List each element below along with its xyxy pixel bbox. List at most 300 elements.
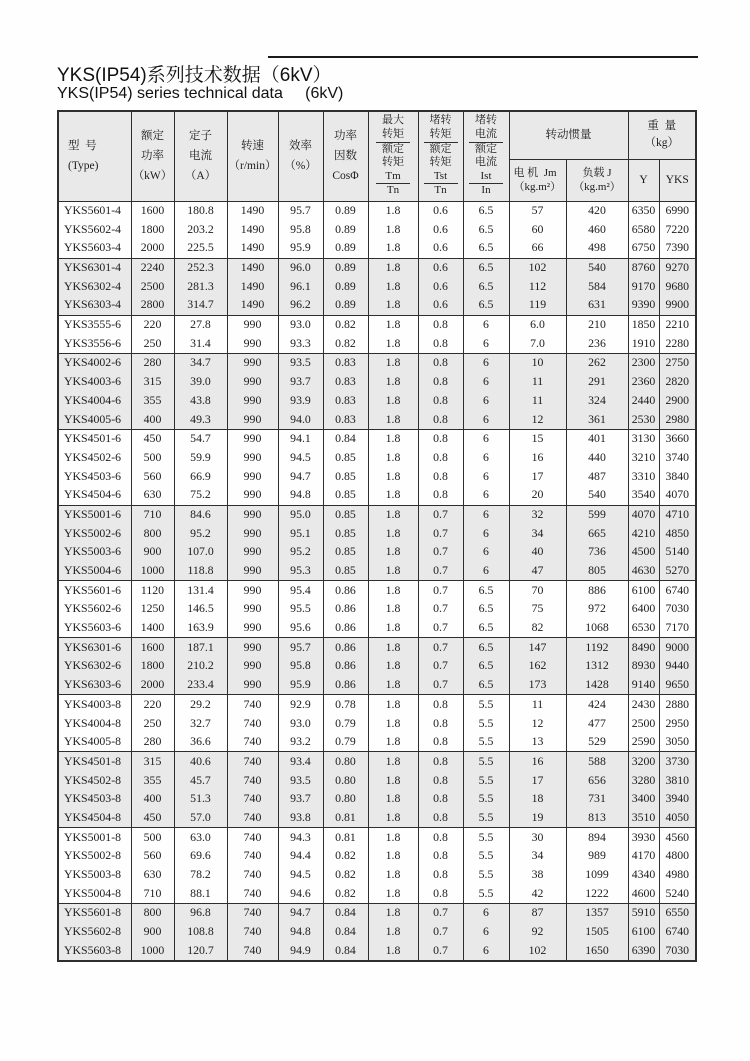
value-cell: 18	[509, 790, 566, 809]
value-cell: 2800	[131, 296, 174, 315]
value-cell: 6400	[628, 600, 659, 619]
value-cell: 5.5	[463, 771, 509, 790]
value-cell: 6	[463, 505, 509, 524]
model-cell: YKS5603-6	[58, 619, 131, 638]
value-cell: 588	[566, 752, 628, 771]
value-cell: 6	[463, 429, 509, 448]
value-cell: 424	[566, 695, 628, 714]
model-cell: YKS5603-4	[58, 239, 131, 258]
value-cell: 147	[509, 638, 566, 657]
value-cell: 95.9	[278, 239, 323, 258]
header-locked-rotor-current-ratio: 堵转 电流 额定 电流 Ist In	[463, 111, 509, 201]
value-cell: 9650	[659, 676, 696, 695]
value-cell: 11	[509, 695, 566, 714]
model-cell: YKS4504-6	[58, 486, 131, 505]
value-cell: 75.2	[174, 486, 227, 505]
table-row	[58, 695, 696, 714]
value-cell: 0.85	[323, 448, 368, 467]
model-cell: YKS6303-4	[58, 296, 131, 315]
value-cell: 0.84	[323, 429, 368, 448]
value-cell: 1.8	[368, 695, 418, 714]
table-row	[58, 296, 696, 315]
value-cell: 17	[509, 467, 566, 486]
value-cell: 0.7	[418, 619, 463, 638]
table-row	[58, 258, 696, 277]
value-cell: 2210	[659, 315, 696, 334]
value-cell: 355	[131, 771, 174, 790]
value-cell: 630	[131, 486, 174, 505]
value-cell: 2500	[131, 277, 174, 296]
value-cell: 500	[131, 448, 174, 467]
value-cell: 252.3	[174, 258, 227, 277]
value-cell: 2950	[659, 714, 696, 733]
value-cell: 93.2	[278, 733, 323, 752]
value-cell: 2500	[628, 714, 659, 733]
value-cell: 1.8	[368, 505, 418, 524]
table-row	[58, 505, 696, 524]
value-cell: 29.2	[174, 695, 227, 714]
model-cell: YKS5001-6	[58, 505, 131, 524]
value-cell: 173	[509, 676, 566, 695]
value-cell: 740	[227, 733, 278, 752]
value-cell: 146.5	[174, 600, 227, 619]
value-cell: 990	[227, 619, 278, 638]
header-inertia-group: 转动惯量	[509, 111, 628, 159]
value-cell: 6990	[659, 201, 696, 220]
value-cell: 233.4	[174, 676, 227, 695]
value-cell: 0.89	[323, 201, 368, 220]
model-cell: YKS5602-4	[58, 220, 131, 239]
value-cell: 990	[227, 486, 278, 505]
value-cell: 740	[227, 752, 278, 771]
value-cell: 112	[509, 277, 566, 296]
value-cell: 54.7	[174, 429, 227, 448]
model-cell: YKS4004-6	[58, 391, 131, 410]
value-cell: 75	[509, 600, 566, 619]
value-cell: 1400	[131, 619, 174, 638]
value-cell: 0.8	[418, 410, 463, 429]
model-cell: YKS5002-8	[58, 847, 131, 866]
value-cell: 32.7	[174, 714, 227, 733]
value-cell: 66.9	[174, 467, 227, 486]
value-cell: 990	[227, 505, 278, 524]
value-cell: 131.4	[174, 581, 227, 600]
value-cell: 20	[509, 486, 566, 505]
value-cell: 4340	[628, 866, 659, 885]
value-cell: 805	[566, 562, 628, 581]
table-row	[58, 809, 696, 828]
value-cell: 43.8	[174, 391, 227, 410]
value-cell: 540	[566, 486, 628, 505]
value-cell: 3540	[628, 486, 659, 505]
value-cell: 7.0	[509, 334, 566, 353]
value-cell: 6.5	[463, 676, 509, 695]
value-cell: 0.86	[323, 581, 368, 600]
value-cell: 96.0	[278, 258, 323, 277]
value-cell: 0.85	[323, 524, 368, 543]
table-row	[58, 600, 696, 619]
value-cell: 93.4	[278, 752, 323, 771]
table-row	[58, 354, 696, 373]
value-cell: 0.8	[418, 790, 463, 809]
header-rated-power: 额定 功率 （kW）	[131, 111, 174, 201]
value-cell: 6.5	[463, 239, 509, 258]
table-row	[58, 562, 696, 581]
value-cell: 990	[227, 581, 278, 600]
value-cell: 0.84	[323, 903, 368, 922]
value-cell: 886	[566, 581, 628, 600]
value-cell: 1312	[566, 657, 628, 676]
value-cell: 990	[227, 524, 278, 543]
table-row	[58, 448, 696, 467]
value-cell: 0.82	[323, 847, 368, 866]
value-cell: 0.8	[418, 771, 463, 790]
value-cell: 6	[463, 373, 509, 392]
value-cell: 0.81	[323, 828, 368, 847]
value-cell: 0.86	[323, 619, 368, 638]
value-cell: 5910	[628, 903, 659, 922]
value-cell: 39.0	[174, 373, 227, 392]
value-cell: 6	[463, 467, 509, 486]
value-cell: 60	[509, 220, 566, 239]
value-cell: 0.89	[323, 220, 368, 239]
value-cell: 0.82	[323, 884, 368, 903]
value-cell: 93.7	[278, 373, 323, 392]
table-row	[58, 941, 696, 961]
value-cell: 94.1	[278, 429, 323, 448]
value-cell: 1.8	[368, 581, 418, 600]
value-cell: 731	[566, 790, 628, 809]
value-cell: 0.7	[418, 923, 463, 942]
value-cell: 102	[509, 941, 566, 961]
value-cell: 1490	[227, 220, 278, 239]
value-cell: 990	[227, 429, 278, 448]
technical-data-table	[57, 110, 697, 962]
value-cell: 990	[227, 354, 278, 373]
value-cell: 0.7	[418, 638, 463, 657]
table-row	[58, 239, 696, 258]
page-title-english: YKS(IP54) series technical data (6kV)	[57, 85, 344, 102]
page-title-chinese: YKS(IP54)系列技术数据（6kV）	[57, 65, 332, 86]
value-cell: 6.5	[463, 258, 509, 277]
value-cell: 0.8	[418, 828, 463, 847]
value-cell: 69.6	[174, 847, 227, 866]
value-cell: 0.84	[323, 923, 368, 942]
value-cell: 0.6	[418, 201, 463, 220]
value-cell: 95.0	[278, 505, 323, 524]
value-cell: 990	[227, 676, 278, 695]
value-cell: 4070	[659, 486, 696, 505]
value-cell: 93.7	[278, 790, 323, 809]
value-cell: 0.80	[323, 752, 368, 771]
value-cell: 78.2	[174, 866, 227, 885]
value-cell: 250	[131, 334, 174, 353]
value-cell: 6.5	[463, 277, 509, 296]
value-cell: 6	[463, 410, 509, 429]
value-cell: 225.5	[174, 239, 227, 258]
value-cell: 6100	[628, 923, 659, 942]
value-cell: 0.7	[418, 562, 463, 581]
value-cell: 9140	[628, 676, 659, 695]
header-load-inertia: 负载 J （kg.m²）	[566, 159, 628, 201]
header-weight-y: Y	[628, 159, 659, 201]
value-cell: 1.8	[368, 467, 418, 486]
value-cell: 180.8	[174, 201, 227, 220]
value-cell: 12	[509, 714, 566, 733]
value-cell: 6	[463, 354, 509, 373]
value-cell: 1.8	[368, 809, 418, 828]
model-cell: YKS5603-8	[58, 941, 131, 961]
value-cell: 0.80	[323, 771, 368, 790]
model-cell: YKS5602-8	[58, 923, 131, 942]
value-cell: 3400	[628, 790, 659, 809]
value-cell: 740	[227, 809, 278, 828]
value-cell: 88.1	[174, 884, 227, 903]
value-cell: 2980	[659, 410, 696, 429]
value-cell: 19	[509, 809, 566, 828]
value-cell: 1.8	[368, 239, 418, 258]
value-cell: 990	[227, 410, 278, 429]
value-cell: 710	[131, 505, 174, 524]
value-cell: 4210	[628, 524, 659, 543]
table-row	[58, 220, 696, 239]
value-cell: 3930	[628, 828, 659, 847]
value-cell: 900	[131, 543, 174, 562]
value-cell: 220	[131, 315, 174, 334]
value-cell: 6.5	[463, 619, 509, 638]
row-group	[58, 752, 696, 828]
value-cell: 477	[566, 714, 628, 733]
value-cell: 710	[131, 884, 174, 903]
table-row	[58, 581, 696, 600]
value-cell: 450	[131, 429, 174, 448]
value-cell: 42	[509, 884, 566, 903]
value-cell: 7390	[659, 239, 696, 258]
value-cell: 2900	[659, 391, 696, 410]
table-row	[58, 828, 696, 847]
value-cell: 1490	[227, 296, 278, 315]
value-cell: 1.8	[368, 354, 418, 373]
value-cell: 0.8	[418, 733, 463, 752]
value-cell: 813	[566, 809, 628, 828]
value-cell: 11	[509, 373, 566, 392]
value-cell: 0.8	[418, 884, 463, 903]
value-cell: 1.8	[368, 277, 418, 296]
value-cell: 16	[509, 752, 566, 771]
value-cell: 70	[509, 581, 566, 600]
value-cell: 1068	[566, 619, 628, 638]
table-row	[58, 657, 696, 676]
value-cell: 0.8	[418, 448, 463, 467]
value-cell: 0.86	[323, 600, 368, 619]
value-cell: 0.89	[323, 296, 368, 315]
value-cell: 0.83	[323, 410, 368, 429]
value-cell: 0.83	[323, 391, 368, 410]
value-cell: 0.85	[323, 467, 368, 486]
value-cell: 95.9	[278, 676, 323, 695]
row-group	[58, 695, 696, 752]
value-cell: 95.6	[278, 619, 323, 638]
model-cell: YKS4005-8	[58, 733, 131, 752]
value-cell: 315	[131, 373, 174, 392]
value-cell: 0.6	[418, 277, 463, 296]
value-cell: 4170	[628, 847, 659, 866]
value-cell: 120.7	[174, 941, 227, 961]
value-cell: 8930	[628, 657, 659, 676]
value-cell: 0.85	[323, 562, 368, 581]
value-cell: 9440	[659, 657, 696, 676]
row-group	[58, 581, 696, 638]
value-cell: 95.3	[278, 562, 323, 581]
value-cell: 6.5	[463, 657, 509, 676]
value-cell: 3200	[628, 752, 659, 771]
value-cell: 17	[509, 771, 566, 790]
value-cell: 1.8	[368, 714, 418, 733]
row-group	[58, 354, 696, 430]
value-cell: 262	[566, 354, 628, 373]
value-cell: 210	[566, 315, 628, 334]
value-cell: 0.82	[323, 334, 368, 353]
value-cell: 740	[227, 923, 278, 942]
value-cell: 1.8	[368, 619, 418, 638]
row-group	[58, 315, 696, 353]
value-cell: 94.7	[278, 903, 323, 922]
value-cell: 0.8	[418, 429, 463, 448]
value-cell: 187.1	[174, 638, 227, 657]
value-cell: 990	[227, 373, 278, 392]
value-cell: 4980	[659, 866, 696, 885]
value-cell: 66	[509, 239, 566, 258]
value-cell: 6.5	[463, 581, 509, 600]
value-cell: 0.7	[418, 543, 463, 562]
value-cell: 162	[509, 657, 566, 676]
table-row	[58, 733, 696, 752]
value-cell: 1.8	[368, 391, 418, 410]
value-cell: 990	[227, 334, 278, 353]
value-cell: 400	[131, 790, 174, 809]
value-cell: 1.8	[368, 258, 418, 277]
table-row	[58, 410, 696, 429]
value-cell: 1910	[628, 334, 659, 353]
value-cell: 0.86	[323, 657, 368, 676]
value-cell: 0.8	[418, 695, 463, 714]
value-cell: 1.8	[368, 884, 418, 903]
header-speed: 转速 （r/min）	[227, 111, 278, 201]
value-cell: 6	[463, 941, 509, 961]
value-cell: 4050	[659, 809, 696, 828]
value-cell: 1.8	[368, 752, 418, 771]
value-cell: 361	[566, 410, 628, 429]
value-cell: 1.8	[368, 657, 418, 676]
value-cell: 36.6	[174, 733, 227, 752]
value-cell: 9270	[659, 258, 696, 277]
value-cell: 2430	[628, 695, 659, 714]
value-cell: 740	[227, 695, 278, 714]
value-cell: 1800	[131, 220, 174, 239]
value-cell: 5.5	[463, 790, 509, 809]
value-cell: 0.6	[418, 258, 463, 277]
value-cell: 2300	[628, 354, 659, 373]
value-cell: 6	[463, 524, 509, 543]
row-group	[58, 505, 696, 581]
model-cell: YKS4502-8	[58, 771, 131, 790]
value-cell: 93.5	[278, 771, 323, 790]
value-cell: 5.5	[463, 733, 509, 752]
value-cell: 740	[227, 790, 278, 809]
table-wrapper	[57, 110, 697, 962]
value-cell: 420	[566, 201, 628, 220]
value-cell: 0.89	[323, 239, 368, 258]
value-cell: 740	[227, 884, 278, 903]
model-cell: YKS5002-6	[58, 524, 131, 543]
value-cell: 1.8	[368, 676, 418, 695]
model-cell: YKS4502-6	[58, 448, 131, 467]
value-cell: 9680	[659, 277, 696, 296]
value-cell: 84.6	[174, 505, 227, 524]
value-cell: 2750	[659, 354, 696, 373]
value-cell: 94.8	[278, 923, 323, 942]
model-cell: YKS4501-6	[58, 429, 131, 448]
model-cell: YKS4503-6	[58, 467, 131, 486]
value-cell: 57.0	[174, 809, 227, 828]
table-row	[58, 543, 696, 562]
value-cell: 0.86	[323, 676, 368, 695]
value-cell: 6.5	[463, 600, 509, 619]
row-group	[58, 828, 696, 904]
value-cell: 3310	[628, 467, 659, 486]
value-cell: 280	[131, 733, 174, 752]
value-cell: 529	[566, 733, 628, 752]
value-cell: 440	[566, 448, 628, 467]
header-weight-yks: YKS	[659, 159, 696, 201]
value-cell: 1.8	[368, 543, 418, 562]
value-cell: 0.79	[323, 714, 368, 733]
table-row	[58, 903, 696, 922]
value-cell: 210.2	[174, 657, 227, 676]
value-cell: 0.8	[418, 809, 463, 828]
row-group	[58, 903, 696, 961]
value-cell: 1.8	[368, 866, 418, 885]
value-cell: 990	[227, 467, 278, 486]
value-cell: 0.8	[418, 354, 463, 373]
value-cell: 1.8	[368, 524, 418, 543]
value-cell: 540	[566, 258, 628, 277]
value-cell: 990	[227, 315, 278, 334]
value-cell: 6	[463, 315, 509, 334]
value-cell: 894	[566, 828, 628, 847]
table-row	[58, 201, 696, 220]
value-cell: 6390	[628, 941, 659, 961]
value-cell: 32	[509, 505, 566, 524]
value-cell: 95.2	[174, 524, 227, 543]
value-cell: 6740	[659, 923, 696, 942]
value-cell: 0.84	[323, 941, 368, 961]
value-cell: 5.5	[463, 828, 509, 847]
value-cell: 6740	[659, 581, 696, 600]
value-cell: 990	[227, 600, 278, 619]
value-cell: 1099	[566, 866, 628, 885]
value-cell: 450	[131, 809, 174, 828]
value-cell: 1000	[131, 941, 174, 961]
value-cell: 315	[131, 752, 174, 771]
model-cell: YKS3556-6	[58, 334, 131, 353]
value-cell: 990	[227, 562, 278, 581]
table-row	[58, 923, 696, 942]
row-group	[58, 201, 696, 258]
value-cell: 0.85	[323, 486, 368, 505]
model-cell: YKS6301-6	[58, 638, 131, 657]
value-cell: 38	[509, 866, 566, 885]
